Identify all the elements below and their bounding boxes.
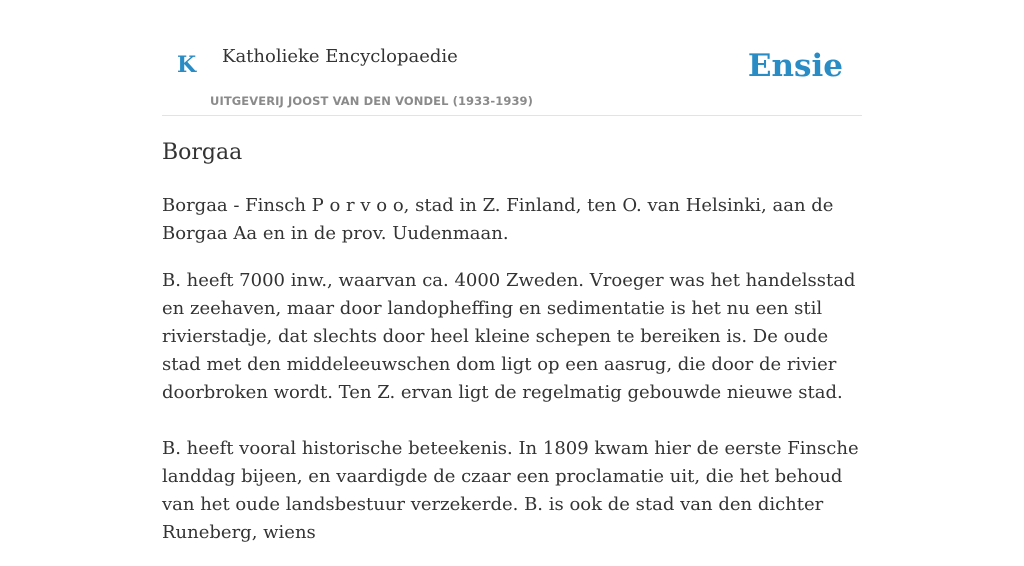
publisher-label: UITGEVERIJ JOOST VAN DEN VONDEL (1933-1939)	[210, 94, 533, 108]
site-header	[162, 0, 862, 116]
logo-icon[interactable]: K	[177, 52, 197, 78]
article-paragraph: B. heeft 7000 inw., waarvan ca. 4000 Zweden. Vroeger was het handelsstad en zeehaven, maar door landopheffing en sedimentatie is het nu een stil rivierstadje, dat slechts door heel kleine schepen te bereiken is. De oude stad met den middeleeuwschen dom ligt op een aasrug, die door de rivier doorbroken wordt. Ten Z. ervan ligt de regelmatig gebouwde nieuwe stad.	[162, 270, 856, 403]
article-paragraph: B. heeft vooral historische beteekenis. In 1809 kwam hier de eerste Finsche landdag bijeen, en vaardigde de czaar een proclamatie uit, die het behoud van het oude landsbestuur verzekerde. B. is ook de stad van den dichter Runeberg, wiens	[162, 438, 859, 543]
article-paragraph: Borgaa - Finsch P o r v o o, stad in Z. Finland, ten O. van Helsinki, aan de Borgaa Aa en in de prov. Uudenmaan.	[162, 195, 834, 244]
article-title: Borgaa	[162, 140, 243, 165]
page	[162, 0, 862, 543]
ensie-logo-link[interactable]: Ensie	[747, 48, 843, 84]
article-body	[162, 192, 864, 566]
book-title-link[interactable]: Katholieke Encyclopaedie	[222, 46, 458, 67]
